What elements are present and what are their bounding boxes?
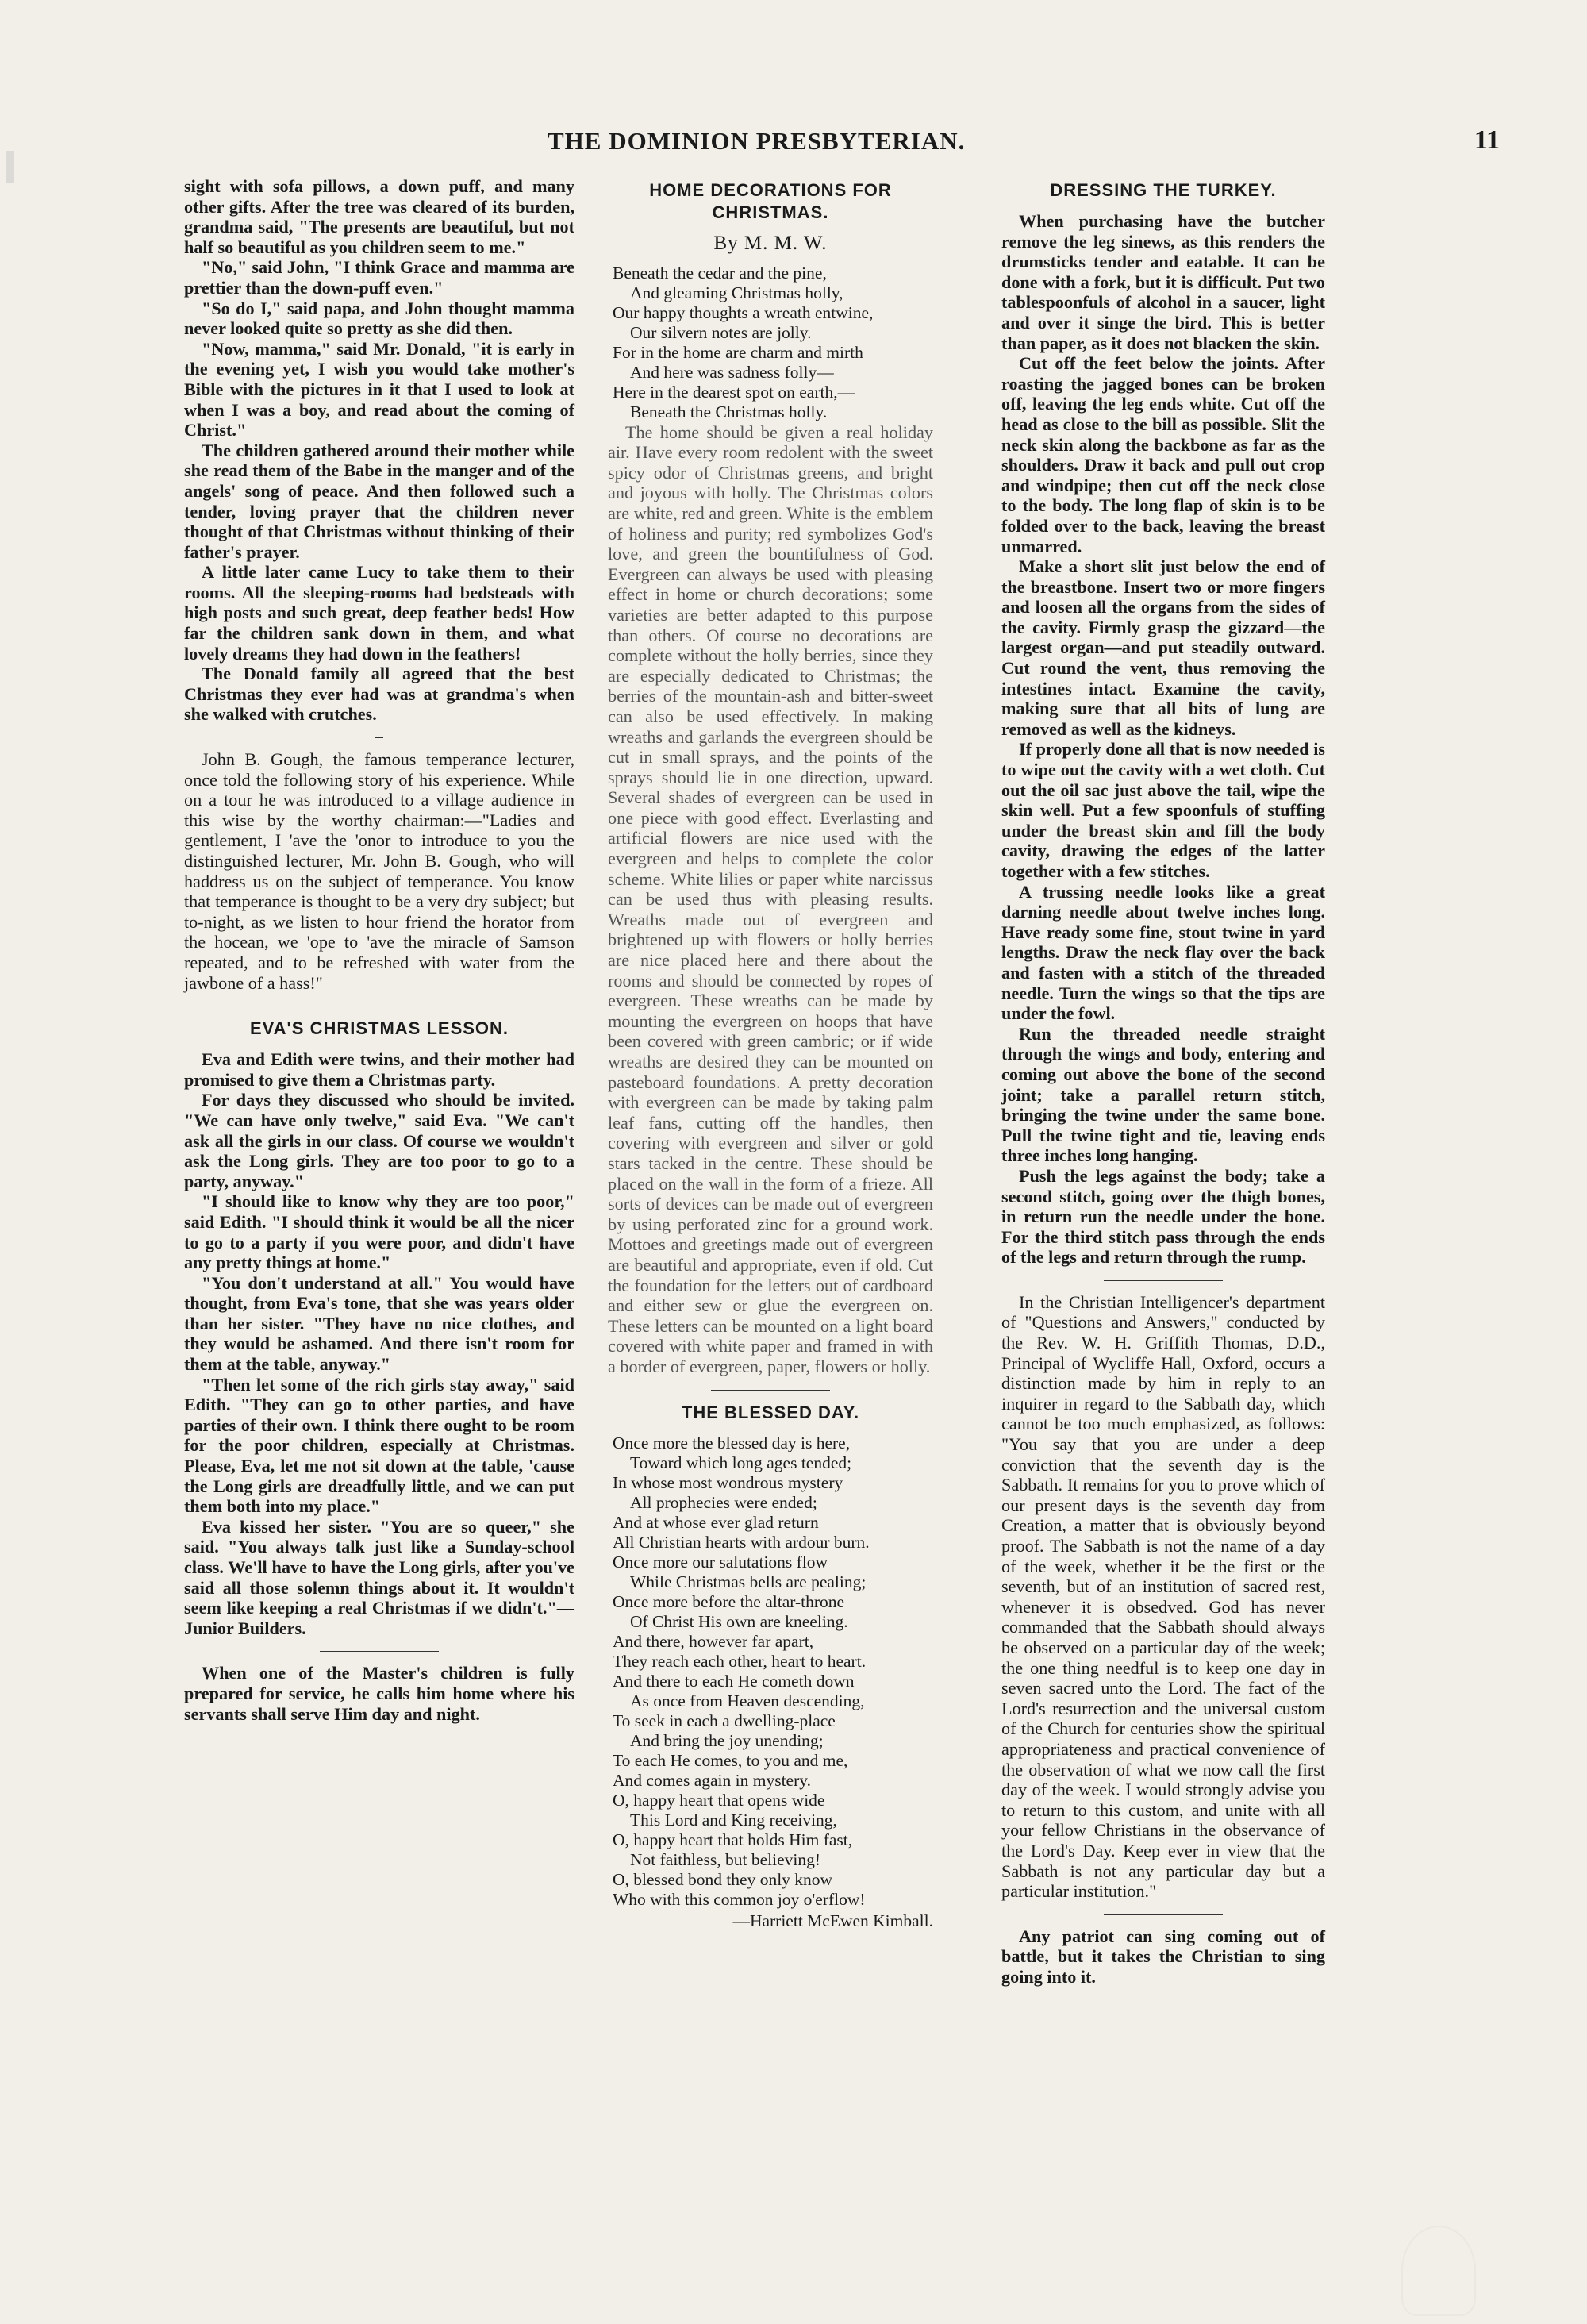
poem-line: And bring the joy unending; <box>630 1730 824 1750</box>
poem-line: As once from Heaven descending, <box>630 1691 865 1710</box>
section-divider <box>375 737 383 738</box>
poem-line: Who with this common joy o'erflow! <box>613 1889 866 1909</box>
column-left <box>184 176 574 1724</box>
poem-line: Once more before the altar-throne <box>613 1591 845 1611</box>
poem-line: O, happy heart that opens wide <box>613 1790 825 1810</box>
story-paragraph: "Then let some of the rich girls stay away," said Edith. "They can go to other parties, and have parties of their own. I think there ought to be room for the poor children, especially at Christmas. Please, Eva, let me not sit down at the table, 'cause the Long girls are dreadfully little, and we can put them both into my place." <box>184 1374 574 1517</box>
story-paragraph: "So do I," said papa, and John thought mamma never looked quite so pretty as she did then. <box>184 298 574 339</box>
poem-line: Toward which long ages tended; <box>630 1452 852 1472</box>
anecdote-paragraph: John B. Gough, the famous temperance lecturer, once told the following story of his experience. While on a tour he was introduced to a village audience in this wise by the worthy chairman:—"Ladies and gentlement, I 'ave the 'onor to introduce to you the distinguished lecturer, Mr. John B. Gough, who will haddress us on the subject of temperance. You know that temperance is thought to be a very dry subject; but to-night, as we listen to hour friend the horator from the hocean, we 'ope to 'ave the miracle of Samson repeated, and to be refreshed with water from the jawbone of a hass!" <box>184 749 574 993</box>
poem-signature: —Harriett McEwen Kimball. <box>732 1910 933 1930</box>
article-paragraph: Cut off the feet below the joints. After roasting the jagged bones can be broken off, leaving the leg ends white. Cut off the head as close to the bill as possible. Slit the neck skin along the backbone as far as the shoulders. Draw it back and pull out crop and windpipe; then cut off the neck close to the body. The long flap of skin is to be folded over to the back, leaving the breast unmarred. <box>1001 353 1325 556</box>
poem-holly <box>613 264 933 422</box>
article-paragraph: In the Christian Intelligencer's department of "Questions and Answers," conducted by the Rev. W. H. Griffith Thomas, D.D., Principal of Wycliffe Hall, Oxford, occurs a distinction made by him in reply to an inquirer in regard to the Sabbath day, which cannot be too much emphasized, as follows: "You say that you are under a deep conviction that the seventh day is the Sabbath. It remains for you to prove which of our present days is the seventh day from Creation, a matter that is obviously beyond proof. The Sabbath is not the name of a day of the week, whether it be the first or the seventh, but of an institution of sacred rest, whenever it is obsedved. God has never commanded that the Sabbath should always be observed on a particular day of the week; the one thing needful is to keep one day in seven sacred unto the Lord. The fact of the Lord's resurrection and the universal custom of the Church for centuries show the spiritual appropriateness and practical convenience of the observation of what we now call the first day of the week. I would strongly advise you to return to this custom, and unite with all your fellow Christians in the observance of the Lord's Day. Keep ever in view that the Sabbath is not any particular day but a particular institution." <box>1001 1291 1325 1902</box>
story-paragraph: A little later came Lucy to take them to their rooms. All the sleeping-rooms had bedsteads with high posts and such great, deep feather beds! How far the children sank down in them, and what lovely dreams they had down in the feathers! <box>184 562 574 664</box>
story-paragraph: Eva kissed her sister. "You are so queer," she said. "You always talk just like a Sunday-school class. We'll have to have the Long girls, after you've said all those solemn things about it. It wouldn't seem like keeping a real Christmas if we didn't."—Junior Builders. <box>184 1516 574 1638</box>
poem-line: For in the home are charm and mirth <box>613 342 863 362</box>
article-heading-turkey: DRESSING THE TURKEY. <box>1050 180 1277 200</box>
story-paragraph: The Donald family all agreed that the best Christmas they ever had was at grandma's when she walked with crutches. <box>184 664 574 725</box>
page-number: 11 <box>1474 125 1500 155</box>
article-heading-eva: EVA'S CHRISTMAS LESSON. <box>249 1018 509 1039</box>
article-heading-blessed-day: THE BLESSED DAY. <box>681 1402 860 1422</box>
story-paragraph: "Now, mamma," said Mr. Donald, "it is early in the evening yet, I wish you would take mother's Bible with the pictures in it that I used to look at when I was a boy, and read about the coming of Christ." <box>184 338 574 441</box>
closing-paragraph: When one of the Master's children is fully prepared for service, he calls him home where his servants shall serve Him day and night. <box>184 1663 574 1724</box>
section-divider <box>320 1651 439 1652</box>
section-divider <box>1104 1280 1223 1281</box>
poem-line: And gleaming Christmas holly, <box>630 283 843 302</box>
poem-line: And here was sadness folly— <box>630 362 834 382</box>
poem-line: Beneath the cedar and the pine, <box>613 263 827 283</box>
story-paragraph: "I should like to know why they are too poor," said Edith. "I should think it would be all the nicer to go to a party if you were poor, and didn't have any pretty things at home." <box>184 1191 574 1273</box>
poem-line: Our silvern notes are jolly. <box>630 322 812 342</box>
story-paragraph: Eva and Edith were twins, and their mother had promised to give them a Christmas party. <box>184 1049 574 1090</box>
poem-line: To seek in each a dwelling-place <box>613 1710 836 1730</box>
scan-smudge <box>1401 2226 1476 2316</box>
closing-paragraph: Any patriot can sing coming out of battle, but it takes the Christian to sing going into it. <box>1001 1926 1325 1987</box>
scan-edge-mark <box>6 151 14 183</box>
poem-line: O, happy heart that holds Him fast, <box>613 1830 853 1849</box>
article-paragraph: Push the legs against the body; take a second stitch, going over the thigh bones, in return run the needle under the bone. For the third stitch pass through the ends of the legs and return through the rump. <box>1001 1165 1325 1268</box>
column-right <box>1001 176 1325 1987</box>
poem-line: Beneath the Christmas holly. <box>630 402 828 421</box>
section-divider <box>711 1390 830 1391</box>
poem-line: Once more our salutations flow <box>613 1552 828 1572</box>
poem-line: Here in the dearest spot on earth,— <box>613 382 855 402</box>
poem-line: O, blessed bond they only know <box>613 1869 833 1889</box>
poem-line: And comes again in mystery. <box>613 1770 811 1790</box>
byline: By M. M. W. <box>713 233 828 254</box>
story-paragraph: "You don't understand at all." You would have thought, from Eva's tone, that she was years older than her sister. "They have no nice clothes, and they would be ashamed. And there isn't room for them at the table, anyway." <box>184 1272 574 1375</box>
article-heading-decorations: HOME DECORATIONS FOR CHRISTMAS. <box>649 180 892 222</box>
poem-line: In whose most wondrous mystery <box>613 1472 843 1492</box>
article-paragraph: A trussing needle looks like a great darning needle about twelve inches long. Have ready some fine, stout twine in yard lengths. Draw the neck flay over the back and fasten with a stitch of the threaded needle. Turn the wings so that the tips are under the fowl. <box>1001 881 1325 1024</box>
article-paragraph: If properly done all that is now needed is to wipe out the cavity with a wet cloth. Cut out the oil sac just above the tail, wipe the skin well. Put a few spoonfuls of stuffing under the breast skin and fill the body cavity, drawing the edges of the latter together with a few stitches. <box>1001 739 1325 881</box>
poem-line: This Lord and King receiving, <box>630 1810 837 1830</box>
poem-line: And there, however far apart, <box>613 1631 814 1651</box>
article-paragraph: The home should be given a real holiday air. Have every room redolent with the sweet spicy odor of Christmas greens, and bright and joyous with holly. The Christmas colors are white, red and green. White is the emblem of holiness and purity; red symbolizes God's love, and green the bountifulness of God. Evergreen can always be used with pleasing effect in home or church decorations; some varieties are better adapted to this purpose than others. Of course no decorations are complete without the holly berries, since they are especially dedicated to Christmas; the berries of the mountain-ash and bitter-sweet can also be used effectively. In making wreaths and garlands the evergreen should be cut in small sprays, and the points of the sprays should lie in one direction, upward. Several shades of evergreen can be used in one piece with good effect. Everlasting and artificial flowers are nice used with the evergreen and helps to complete the color scheme. White lilies or paper white narcissus can be used thus with pleasing results. Wreaths made out of evergreen and brightened up with flowers or holly berries are nice placed here and there about the rooms and should be connected by ropes of evergreen. These wreaths can be made by mounting the evergreen on hoops that have been covered with green cambric; or if wide wreaths are desired they can be mounted on pasteboard foundations. A pretty decoration with evergreen can be made by taking palm leaf fans, cutting off the handles, then covering with evergreen and silver or gold stars tacked in the centre. These should be placed on the wall in the form of a frieze. All sorts of devices can be made out of evergreen by using perforated zinc for a ground work. Mottoes and greetings made out of evergreen are beautiful and appropriate, even if old. Cut the foundation for the letters out of cardboard and either sew or glue the evergreen on. These letters can be mounted on a light board covered with white paper and framed in with a border of evergreen, paper, flowers or holly. <box>608 421 933 1376</box>
poem-blessed-day <box>613 1433 933 1910</box>
column-middle <box>608 176 933 1931</box>
poem-line: Once more the blessed day is here, <box>613 1433 851 1452</box>
poem-line: All prophecies were ended; <box>630 1492 817 1512</box>
publication-title: THE DOMINION PRESBYTERIAN. <box>548 127 966 155</box>
article-paragraph: Make a short slit just below the end of the breastbone. Insert two or more fingers and loosen all the organs from the sides of the cavity. Firmly grasp the gizzard—the largest organ—and put steadily outward. Cut round the vent, thus removing the intestines intact. Examine the cavity, making sure that all bits of lung are removed as well as the kidneys. <box>1001 556 1325 739</box>
poem-line: To each He comes, to you and me, <box>613 1750 848 1770</box>
poem-line: All Christian hearts with ardour burn. <box>613 1532 870 1552</box>
story-paragraph: sight with sofa pillows, a down puff, and many other gifts. After the tree was cleared of its burden, grandma said, "The presents are beautiful, but not half so beautiful as you children seem to me." <box>184 176 574 257</box>
story-paragraph: "No," said John, "I think Grace and mamma are prettier than the down-puff even." <box>184 257 574 298</box>
poem-line: While Christmas bells are pealing; <box>630 1572 867 1591</box>
article-paragraph: Run the threaded needle straight through the wings and body, entering and coming out above the bone of the second joint; take a parallel return stitch, bringing the twine under the same bone. Pull the twine tight and tie, leaving ends three inches long hanging. <box>1001 1023 1325 1166</box>
story-paragraph: For days they discussed who should be invited. "We can have only twelve," said Eva. "We can't ask all the girls in our class. Of course we wouldn't ask the Long girls. They are too poor to go to a party, anyway." <box>184 1090 574 1191</box>
poem-line: And there to each He cometh down <box>613 1671 855 1691</box>
poem-line: Of Christ His own are kneeling. <box>630 1611 848 1631</box>
poem-line: And at whose ever glad return <box>613 1512 819 1532</box>
poem-line: Not faithless, but believing! <box>630 1849 821 1869</box>
poem-line: They reach each other, heart to heart. <box>613 1651 867 1671</box>
section-divider <box>1104 1914 1223 1915</box>
article-paragraph: When purchasing have the butcher remove the leg sinews, as this renders the drumsticks tender and eatable. It can be done with a fork, but it is difficult. Put two tablespoonfuls of alcohol in a saucer, light and over it singe the bird. This is better than paper, as it does not blacken the skin. <box>1001 211 1325 353</box>
page-header <box>159 127 1500 167</box>
story-paragraph: The children gathered around their mother while she read them of the Babe in the manger and of the angels' song of peace. And then followed such a tender, loving prayer that the children never thought of that Christmas without thinking of their father's prayer. <box>184 440 574 562</box>
poem-line: Our happy thoughts a wreath entwine, <box>613 302 874 322</box>
